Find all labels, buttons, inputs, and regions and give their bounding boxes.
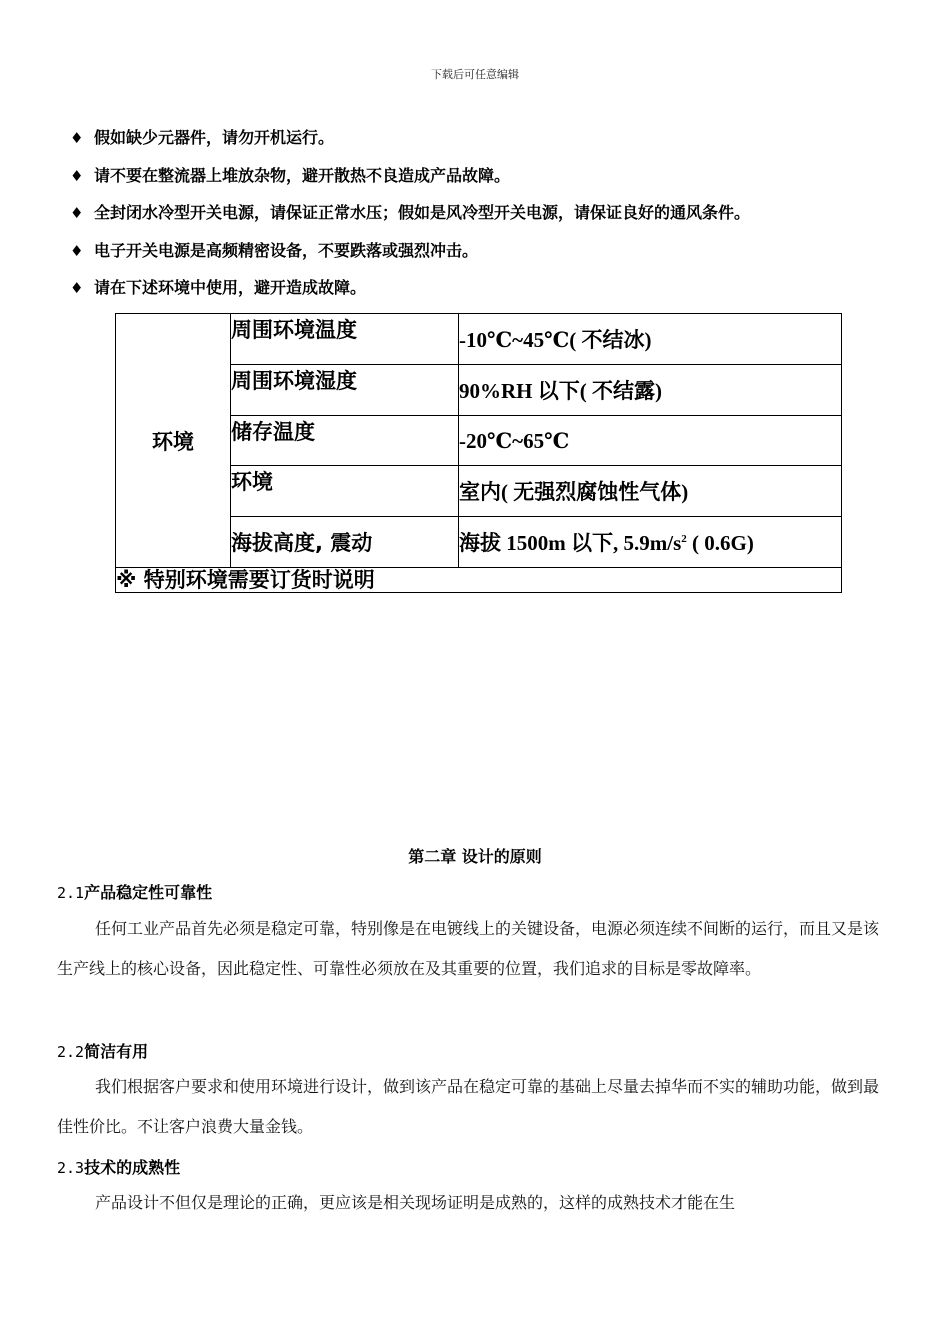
diamond-icon: ♦ [70,241,84,260]
table-row [116,314,842,365]
list-item [70,164,910,202]
section-paragraph: 产品设计不但仅是理论的正确，更应该是相关现场证明是成熟的，这样的成熟技术才能在生 [95,1193,736,1212]
chapter-title: 第二章 设计的原则 [408,847,542,866]
bullet-text: 全封闭水冷型开关电源，请保证正常水压；假如是风冷型开关电源，请保证良好的通风条件。 [94,203,751,222]
section-number: 2.2 [57,1043,85,1061]
env-value: 90%RH 以下( 不结露) [459,365,842,416]
section-heading [57,880,212,903]
bullet-text: 电子开关电源是高频精密设备，不要跌落或强烈冲击。 [94,240,479,260]
diamond-icon: ♦ [70,279,84,297]
superscript: 2 [681,533,687,545]
list-item [70,126,910,164]
bullet-text: 请不要在整流器上堆放杂物，避开散热不良造成产品故障。 [94,165,511,185]
list-item [70,276,910,314]
env-label: 周围环境温度 [231,314,459,365]
env-label: 储存温度 [231,416,459,466]
diamond-icon: ♦ [70,166,84,185]
list-item [70,201,910,239]
table-row [116,568,842,593]
notice-list [70,126,910,314]
section-number: 2.1 [57,884,85,902]
section-heading [57,1155,180,1178]
section-title: 简洁有用 [84,1042,149,1061]
bullet-text: 请在下述环境中使用，避开造成故障。 [94,278,367,297]
environment-table [115,313,842,593]
env-value-main: 海拔 1500m 以下, 5.9m/s [459,531,682,555]
env-value [459,517,842,568]
section-number: 2.3 [57,1159,85,1177]
env-value-tail: ( 0.6G) [686,531,754,555]
table-note: ※ 特别环境需要订货时说明 [116,568,842,593]
diamond-icon: ♦ [70,129,84,147]
section-paragraph: 任何工业产品首先必须是稳定可靠，特别像是在电镀线上的关键设备，电源必须连续不间断的运行，而且又是该生产线上的核心设备，因此稳定性、可靠性必须放在及其重要的位置，我们追求的目标是零故障率。 [57,919,880,978]
section-title: 产品稳定性可靠性 [84,883,213,902]
env-value: -20℃~65℃ [459,416,842,466]
section-paragraph: 我们根据客户要求和使用环境进行设计，做到该产品在稳定可靠的基础上尽量去掉华而不实的辅助功能，做到最佳性价比。不让客户浪费大量金钱。 [57,1077,880,1136]
section-title: 技术的成熟性 [84,1158,181,1177]
env-group-label: 环境 [116,314,231,568]
section-heading [57,1039,148,1062]
env-label: 周围环境湿度 [231,365,459,416]
bullet-text: 假如缺少元器件，请勿开机运行。 [94,128,335,147]
env-value: 室内( 无强烈腐蚀性气体) [459,466,842,517]
env-value: -10℃~45℃( 不结冰) [459,314,842,365]
diamond-icon: ♦ [70,204,84,222]
list-item [70,239,910,277]
env-label: 环境 [231,466,459,517]
page-header: 下载后可任意编辑 [431,68,519,81]
env-label: 海拔高度, 震动 [231,517,459,568]
